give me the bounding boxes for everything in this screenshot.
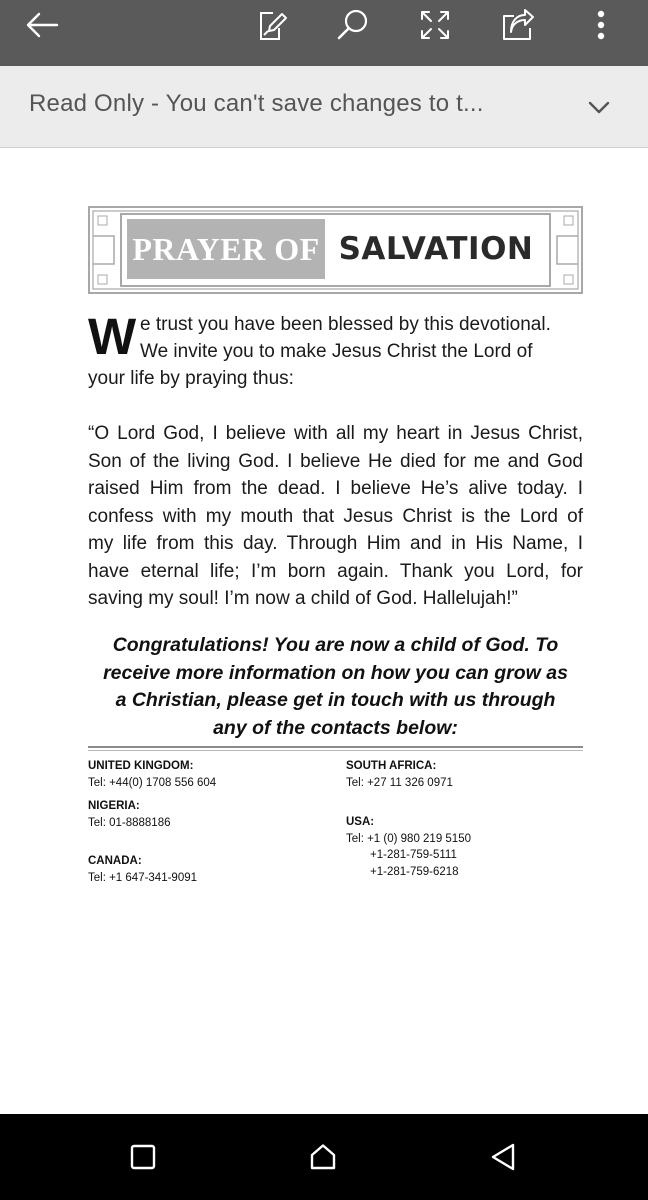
contact-usa	[346, 814, 471, 880]
intro-line: your life by praying thus:	[88, 368, 294, 389]
read-only-message: Read Only - You can't save changes to t...	[29, 90, 484, 117]
contact-phone: Tel: +1 647-341-9091	[88, 871, 198, 884]
contact-country: USA:	[346, 816, 375, 828]
congrats-line: Congratulations! You are now a child of God. To	[112, 634, 559, 656]
banner-right-text: SALVATION	[338, 231, 534, 267]
prayer-line: have eternal life; I’m born again. Thank you Lord, for	[88, 560, 583, 582]
banner-left-panel	[127, 219, 325, 279]
congrats-line: a Christian, please get in touch with us through	[115, 689, 556, 711]
intro-line: e trust you have been blessed by this devotional.	[140, 314, 551, 335]
drop-cap: W	[88, 308, 137, 365]
home-icon[interactable]	[298, 1132, 348, 1182]
contact-uk	[88, 758, 216, 791]
prayer-line: raised Him from the dead. I believe He’s alive today. I	[88, 478, 583, 499]
recents-square-icon[interactable]	[118, 1132, 168, 1182]
contact-country: CANADA:	[88, 855, 142, 867]
contact-phone: +1-281-759-5111	[370, 849, 457, 861]
contact-south-africa	[346, 758, 453, 791]
contact-country: NIGERIA:	[88, 800, 140, 812]
edit-icon[interactable]	[244, 0, 300, 50]
contact-phone: Tel: 01-8888186	[88, 816, 171, 829]
more-vertical-icon[interactable]	[573, 0, 629, 50]
back-triangle-icon[interactable]	[478, 1132, 528, 1182]
contact-phone: Tel: +27 11 326 0971	[346, 776, 453, 789]
read-only-banner[interactable]	[0, 66, 648, 148]
congrats-line: any of the contacts below:	[213, 716, 458, 739]
share-icon[interactable]	[490, 0, 546, 50]
contact-phone: +1-281-759-6218	[370, 865, 459, 878]
contact-phone: Tel: +44(0) 1708 556 604	[88, 776, 217, 789]
system-nav-bar	[0, 1114, 648, 1200]
prayer-line: confess with my mouth that Jesus Christ is the Lord of	[88, 505, 583, 527]
intro-line: We invite you to make Jesus Christ the Lord of	[140, 341, 533, 362]
fullscreen-icon[interactable]	[407, 0, 463, 50]
contact-nigeria	[88, 798, 170, 831]
congratulations-paragraph	[88, 632, 583, 742]
app-toolbar	[0, 0, 648, 66]
divider-line	[88, 746, 583, 748]
contact-country: UNITED KINGDOM:	[88, 760, 194, 772]
banner-right-panel	[328, 219, 544, 279]
congrats-line: receive more information on how you can grow as	[103, 661, 568, 684]
chevron-down-icon[interactable]	[582, 94, 616, 122]
prayer-line: saving my soul! I’m now a child of God. Hallelujah!”	[88, 588, 518, 609]
title-banner	[88, 206, 583, 294]
divider-line	[88, 750, 583, 751]
prayer-paragraph	[88, 420, 583, 613]
document-page[interactable]	[0, 148, 648, 1114]
prayer-line: Son of the living God. I believe He died for me and God	[88, 450, 583, 472]
contact-country: SOUTH AFRICA:	[346, 760, 437, 772]
prayer-line: my life from this day. Through Him and in His Name, I	[88, 533, 583, 554]
search-icon[interactable]	[325, 0, 381, 50]
back-arrow-icon[interactable]	[14, 0, 70, 50]
banner-left-text: PRAYER OF	[132, 230, 320, 267]
contact-canada	[88, 853, 197, 886]
contact-phone: Tel: +1 (0) 980 219 5150	[346, 832, 471, 845]
prayer-line: “O Lord God, I believe with all my heart in Jesus Christ,	[88, 423, 583, 444]
